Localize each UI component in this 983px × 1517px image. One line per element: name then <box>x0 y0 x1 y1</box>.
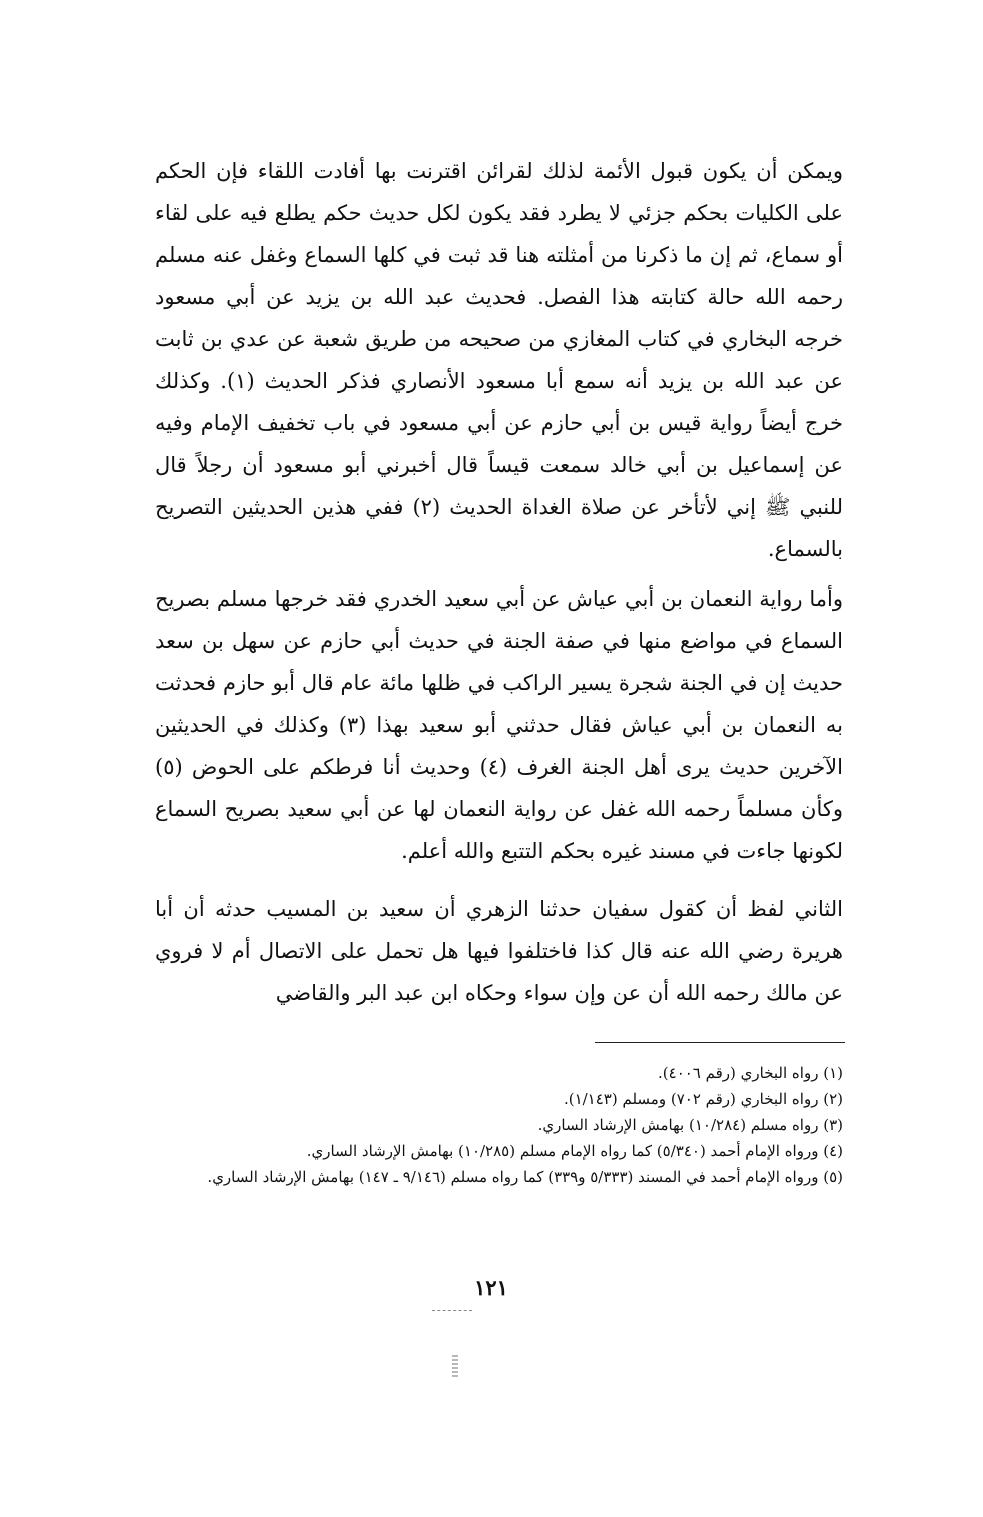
scan-artifact-mark <box>452 1355 458 1377</box>
scan-artifact-line <box>432 1310 472 1311</box>
footnote-4: (٤) ورواه الإمام أحمد (٥/٣٤٠) كما رواه الإمام مسلم (١٠/٢٨٥) بهامش الإرشاد الساري. <box>306 1142 843 1160</box>
body-paragraph-2 <box>155 578 843 872</box>
footnote-separator <box>595 1042 845 1043</box>
page-number: ١٢١ <box>474 1275 508 1300</box>
footnotes-list <box>155 1060 843 1190</box>
paragraph-text: ويمكن أن يكون قبول الأئمة لذلك لقرائن اقترنت بها أفادت اللقاء فإن الحكم على الكليات بحكم جزئي لا يطرد فقد يكون لكل حديث حكم يطلع فيه على لقاء أو سماع، ثم إن ما ذكرنا من أمثلته هنا قد ثبت في كلها السماع وغفل عنه مسلم رحمه الله حالة كتابته هذا الفصل. فحديث عبد الله بن يزيد عن أبي مسعود خرجه البخاري في كتاب المغازي من صحيحه من طريق شعبة عن عدي بن ثابت عن عبد الله بن يزيد أنه سمع أبا مسعود الأنصاري فذكر الحديث (١). وكذلك خرج أيضاً رواية قيس بن أبي حازم عن أبي مسعود في باب تخفيف الإمام وفيه عن إسماعيل بن أبي خالد سمعت قيساً قال أخبرني أبو مسعود أن رجلاً قال للنبي ﷺ إني لأتأخر عن صلاة الغداة الحديث (٢) ففي هذين الحديثين التصريح بالسماع. <box>155 159 843 561</box>
footnote-3: (٣) رواه مسلم (١٠/٢٨٤) بهامش الإرشاد الساري. <box>537 1116 843 1134</box>
paragraph-text: الثاني لفظ أن كقول سفيان حدثنا الزهري أن سعيد بن المسيب حدثه أن أبا هريرة رضي الله عنه قال كذا فاختلفوا فيها هل تحمل على الاتصال أم لا فروي عن مالك رحمه الله أن عن وإن سواء وحكاه ابن عبد البر والقاضي <box>155 897 843 1005</box>
footnote-1: (١) رواه البخاري (رقم ٤٠٠٦). <box>658 1064 843 1082</box>
footnote-5: (٥) ورواه الإمام أحمد في المسند (٥/٣٣٣ و٣٣٩) كما رواه مسلم (٩/١٤٦ ـ ١٤٧) بهامش الإرشاد الساري. <box>207 1168 843 1186</box>
body-paragraph-1 <box>155 150 843 570</box>
paragraph-text: وأما رواية النعمان بن أبي عياش عن أبي سعيد الخدري فقد خرجها مسلم بصريح السماع في مواضع منها في صفة الجنة في حديث أبي حازم عن سهل بن سعد حديث إن في الجنة شجرة يسير الراكب في ظلها مائة عام قال أبو حازم فحدثت به النعمان بن أبي عياش فقال حدثني أبو سعيد بهذا (٣) وكذلك في الحديثين الآخرين حديث يرى أهل الجنة الغرف (٤) وحديث أنا فرطكم على الحوض (٥) وكأن مسلماً رحمه الله غفل عن رواية النعمان لها عن أبي سعيد بصريح السماع لكونها جاءت في مسند غيره بحكم التتبع والله أعلم. <box>155 587 843 863</box>
body-paragraph-3 <box>155 888 843 1014</box>
footnote-2: (٢) رواه البخاري (رقم ٧٠٢) ومسلم (١/١٤٣). <box>563 1090 843 1108</box>
